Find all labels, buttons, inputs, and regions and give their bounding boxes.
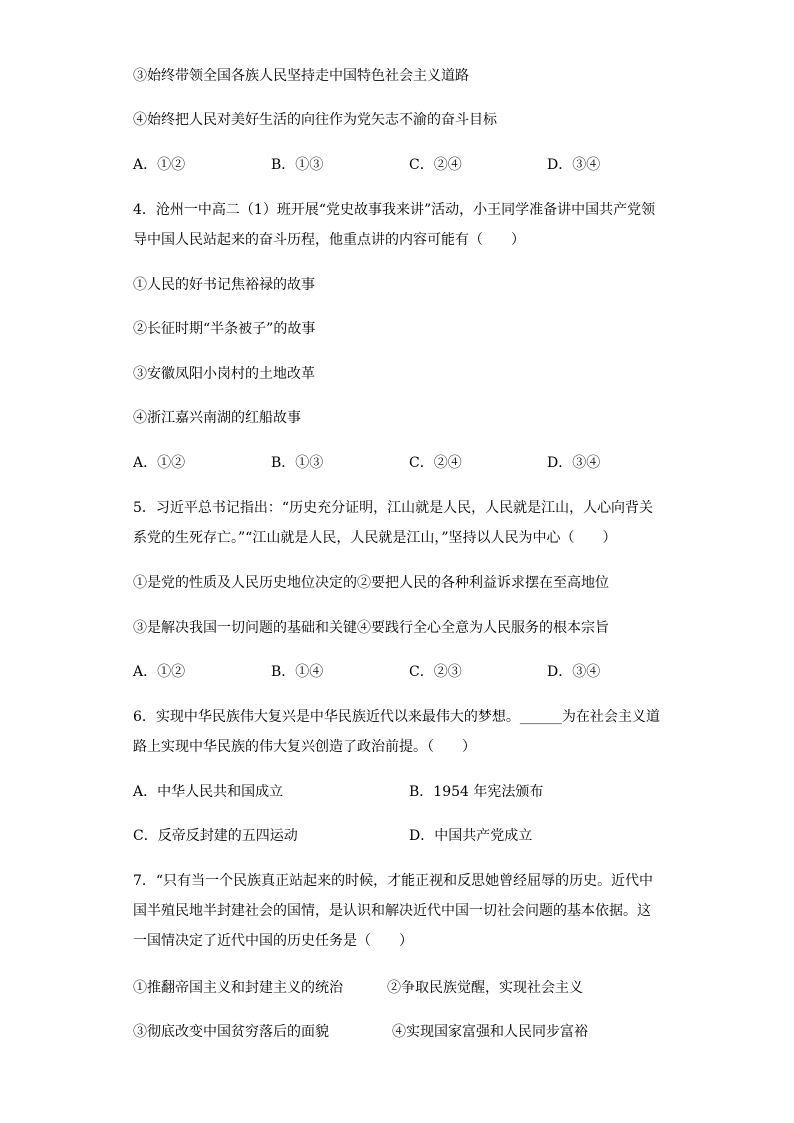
q4-stem-line-2: 导中国人民站起来的奋斗历程，他重点讲的内容可能有（ ）: [133, 232, 525, 248]
q5-stem-line-1: 5．习近平总书记指出：“历史充分证明，江山就是人民，人民就是江山，人心向背关: [133, 500, 654, 516]
q7-stem-line-2: 国半殖民地半封建社会的国情，是认识和解决近代中国一切社会问题的基本依据。这: [133, 903, 651, 919]
q7-item-3: ③彻底改变中国贫穷落后的面貌: [133, 1024, 329, 1040]
q3-option-c[interactable]: C．②④: [409, 157, 462, 173]
q5-stem-line-2: 系党的生死存亡。”“江山就是人民，人民就是江山，”坚持以人民为中心（ ）: [133, 530, 617, 546]
q7-item-1: ①推翻帝国主义和封建主义的统治: [133, 980, 343, 996]
q6-option-c[interactable]: C．反帝反封建的五四运动: [133, 828, 298, 844]
q4-stem-line-1: 4．沧州一中高二（1）班开展“党史故事我来讲”活动，小王同学准备讲中国共产党领: [133, 202, 656, 218]
q5-option-b[interactable]: B．①④: [271, 664, 324, 680]
q5-option-d[interactable]: D．③④: [547, 664, 601, 680]
q4-item-1: ①人民的好书记焦裕禄的故事: [133, 277, 315, 293]
q4-option-b[interactable]: B．①③: [271, 455, 324, 471]
q6-option-d[interactable]: D．中国共产党成立: [409, 828, 533, 844]
q3-option-d[interactable]: D．③④: [547, 157, 601, 173]
q4-option-c[interactable]: C．②④: [409, 455, 462, 471]
q3-item-4: ④始终把人民对美好生活的向往作为党矢志不渝的奋斗目标: [133, 112, 497, 128]
q7-stem-line-3: 一国情决定了近代中国的历史任务是（ ）: [133, 933, 413, 949]
q6-stem-line-1: 6．实现中华民族伟大复兴是中华民族近代以来最伟大的梦想。______为在社会主义道: [133, 709, 660, 725]
q4-item-4: ④浙江嘉兴南湖的红船故事: [133, 410, 301, 426]
q7-item-2: ②争取民族觉醒，实现社会主义: [387, 980, 583, 996]
q4-option-a[interactable]: A．①②: [133, 455, 186, 471]
q6-stem-line-2: 路上实现中华民族的伟大复兴创造了政治前提。（ ）: [133, 739, 476, 755]
q5-items-line-2: ③是解决我国一切问题的基础和关键④要践行全心全意为人民服务的根本宗旨: [133, 620, 609, 636]
q5-items-line-1: ①是党的性质及人民历史地位决定的②要把人民的各种利益诉求摆在至高地位: [133, 575, 609, 591]
q4-item-2: ②长征时期“半条被子”的故事: [133, 321, 316, 337]
q4-option-d[interactable]: D．③④: [547, 455, 601, 471]
q4-item-3: ③安徽凤阳小岗村的土地改革: [133, 366, 315, 382]
q6-option-a[interactable]: A．中华人民共和国成立: [133, 784, 284, 800]
q7-item-4: ④实现国家富强和人民同步富裕: [392, 1024, 588, 1040]
q7-stem-line-1: 7．“只有当一个民族真正站起来的时候，才能正视和反思她曾经屈辱的历史。近代中: [133, 873, 654, 889]
q3-option-a[interactable]: A．①②: [133, 157, 186, 173]
q3-option-b[interactable]: B．①③: [271, 157, 324, 173]
q3-item-3: ③始终带领全国各族人民坚持走中国特色社会主义道路: [133, 68, 469, 84]
q5-option-c[interactable]: C．②③: [409, 664, 462, 680]
q5-option-a[interactable]: A．①②: [133, 664, 186, 680]
q6-option-b[interactable]: B．1954 年宪法颁布: [409, 784, 544, 800]
